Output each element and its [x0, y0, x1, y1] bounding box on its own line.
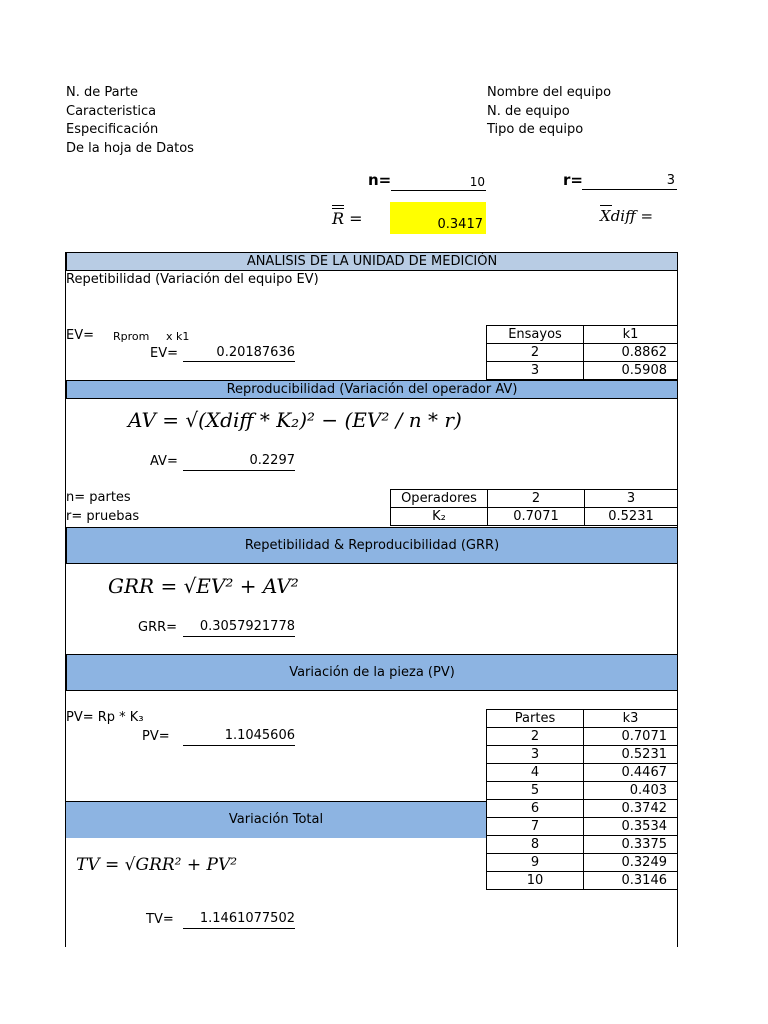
n-label: n=: [368, 171, 392, 189]
r-label: r=: [563, 171, 583, 189]
pv-table-cell: 0.7071: [584, 728, 678, 746]
pv-table-cell: 4: [487, 764, 584, 782]
part-number-label: N. de Parte: [66, 85, 139, 100]
tv-result-label: TV=: [146, 912, 174, 927]
pv-table-cell: 0.5231: [584, 746, 678, 764]
characteristic-label: Caracteristica: [66, 103, 157, 119]
tv-section-header: Variación Total: [66, 801, 486, 838]
r-value: 3: [582, 173, 677, 190]
pv-table-cell: 0.4467: [584, 764, 678, 782]
av-result-value: 0.2297: [183, 453, 295, 471]
grr-result-value: 0.3057921778: [183, 619, 295, 637]
ev-table-header-k1: k1: [584, 326, 678, 344]
pv-result-value: 1.1045606: [183, 728, 295, 746]
pv-table-cell: 0.3534: [584, 818, 678, 836]
ev-subtitle: Repetibilidad (Variación del equipo EV): [66, 272, 319, 287]
main-title: ANALISIS DE LA UNIDAD DE MEDICIÓN: [66, 252, 678, 271]
av-table-cell: 0.5231: [585, 508, 678, 526]
ev-table-cell: 0.8862: [584, 344, 678, 362]
pv-table-cell: 10: [487, 872, 584, 890]
grr-result-label: GRR=: [138, 620, 178, 635]
equipment-type-label: Tipo de equipo: [487, 122, 584, 137]
pv-result-label: PV=: [142, 729, 170, 744]
pv-table-cell: 6: [487, 800, 584, 818]
pv-table-cell: 8: [487, 836, 584, 854]
pv-table-cell: 7: [487, 818, 584, 836]
av-table-cell: 3: [585, 490, 678, 508]
av-formula: AV = √(Xdiff * K₂)² − (EV² / n * r): [128, 408, 462, 432]
pv-table-cell: 2: [487, 728, 584, 746]
rbar-label: R =: [332, 209, 363, 228]
grr-section-header: Repetibilidad & Reproducibilidad (GRR): [66, 527, 678, 564]
pv-table-cell: 0.3146: [584, 872, 678, 890]
equipment-name-label: Nombre del equipo: [487, 85, 612, 100]
specification-label: Especificación: [66, 122, 159, 137]
pv-table-cell: 0.403: [584, 782, 678, 800]
pv-formula-label: PV= Rp * K₃: [66, 710, 144, 725]
av-table-header-k2: K₂: [391, 508, 488, 526]
av-section-header: Reproducibilidad (Variación del operador AV): [66, 380, 678, 399]
pv-table-cell: 5: [487, 782, 584, 800]
ev-k1-table: [486, 325, 678, 380]
pv-section-header: Variación de la pieza (PV): [66, 654, 678, 691]
av-table-cell: 2: [488, 490, 585, 508]
av-result-label: AV=: [150, 454, 178, 469]
pv-table-cell: 3: [487, 746, 584, 764]
rbar-value: 0.3417: [437, 217, 483, 232]
equipment-info-labels: [487, 84, 611, 140]
av-table-cell: 0.7071: [488, 508, 585, 526]
av-k2-table: [390, 489, 678, 526]
ev-formula-label: EV=: [66, 328, 94, 343]
equipment-number-label: N. de equipo: [487, 103, 570, 119]
grr-formula: GRR = √EV² + AV²: [108, 574, 299, 598]
pv-table-cell: 0.3249: [584, 854, 678, 872]
tv-formula: TV = √GRR² + PV²: [76, 855, 238, 875]
ev-formula-k1: x k1: [166, 330, 190, 343]
pv-k3-table: [486, 709, 678, 890]
pv-table-header-parts: Partes: [487, 710, 584, 728]
ev-table-cell: 0.5908: [584, 362, 678, 380]
pv-table-header-k3: k3: [584, 710, 678, 728]
n-parts-label: n= partes: [66, 490, 131, 505]
ev-formula-rprom: Rprom: [113, 330, 150, 343]
pv-table-cell: 0.3375: [584, 836, 678, 854]
av-table-header-operators: Operadores: [391, 490, 488, 508]
pv-table-cell: 9: [487, 854, 584, 872]
datasheet-label: De la hoja de Datos: [66, 140, 194, 156]
tv-result-value: 1.1461077502: [183, 911, 295, 929]
ev-result-label: EV=: [150, 346, 178, 361]
ev-table-header-trials: Ensayos: [487, 326, 584, 344]
ev-table-cell: 3: [487, 362, 584, 380]
n-value: 10: [391, 175, 486, 191]
xdiff-label: Xdiff =: [600, 207, 654, 225]
ev-table-cell: 2: [487, 344, 584, 362]
frame-left-border: [65, 252, 66, 947]
r-trials-label: r= pruebas: [66, 509, 140, 524]
rbar-value-cell: [390, 202, 486, 234]
pv-table-cell: 0.3742: [584, 800, 678, 818]
ev-result-value: 0.20187636: [183, 345, 295, 362]
part-info-labels: [66, 84, 194, 158]
